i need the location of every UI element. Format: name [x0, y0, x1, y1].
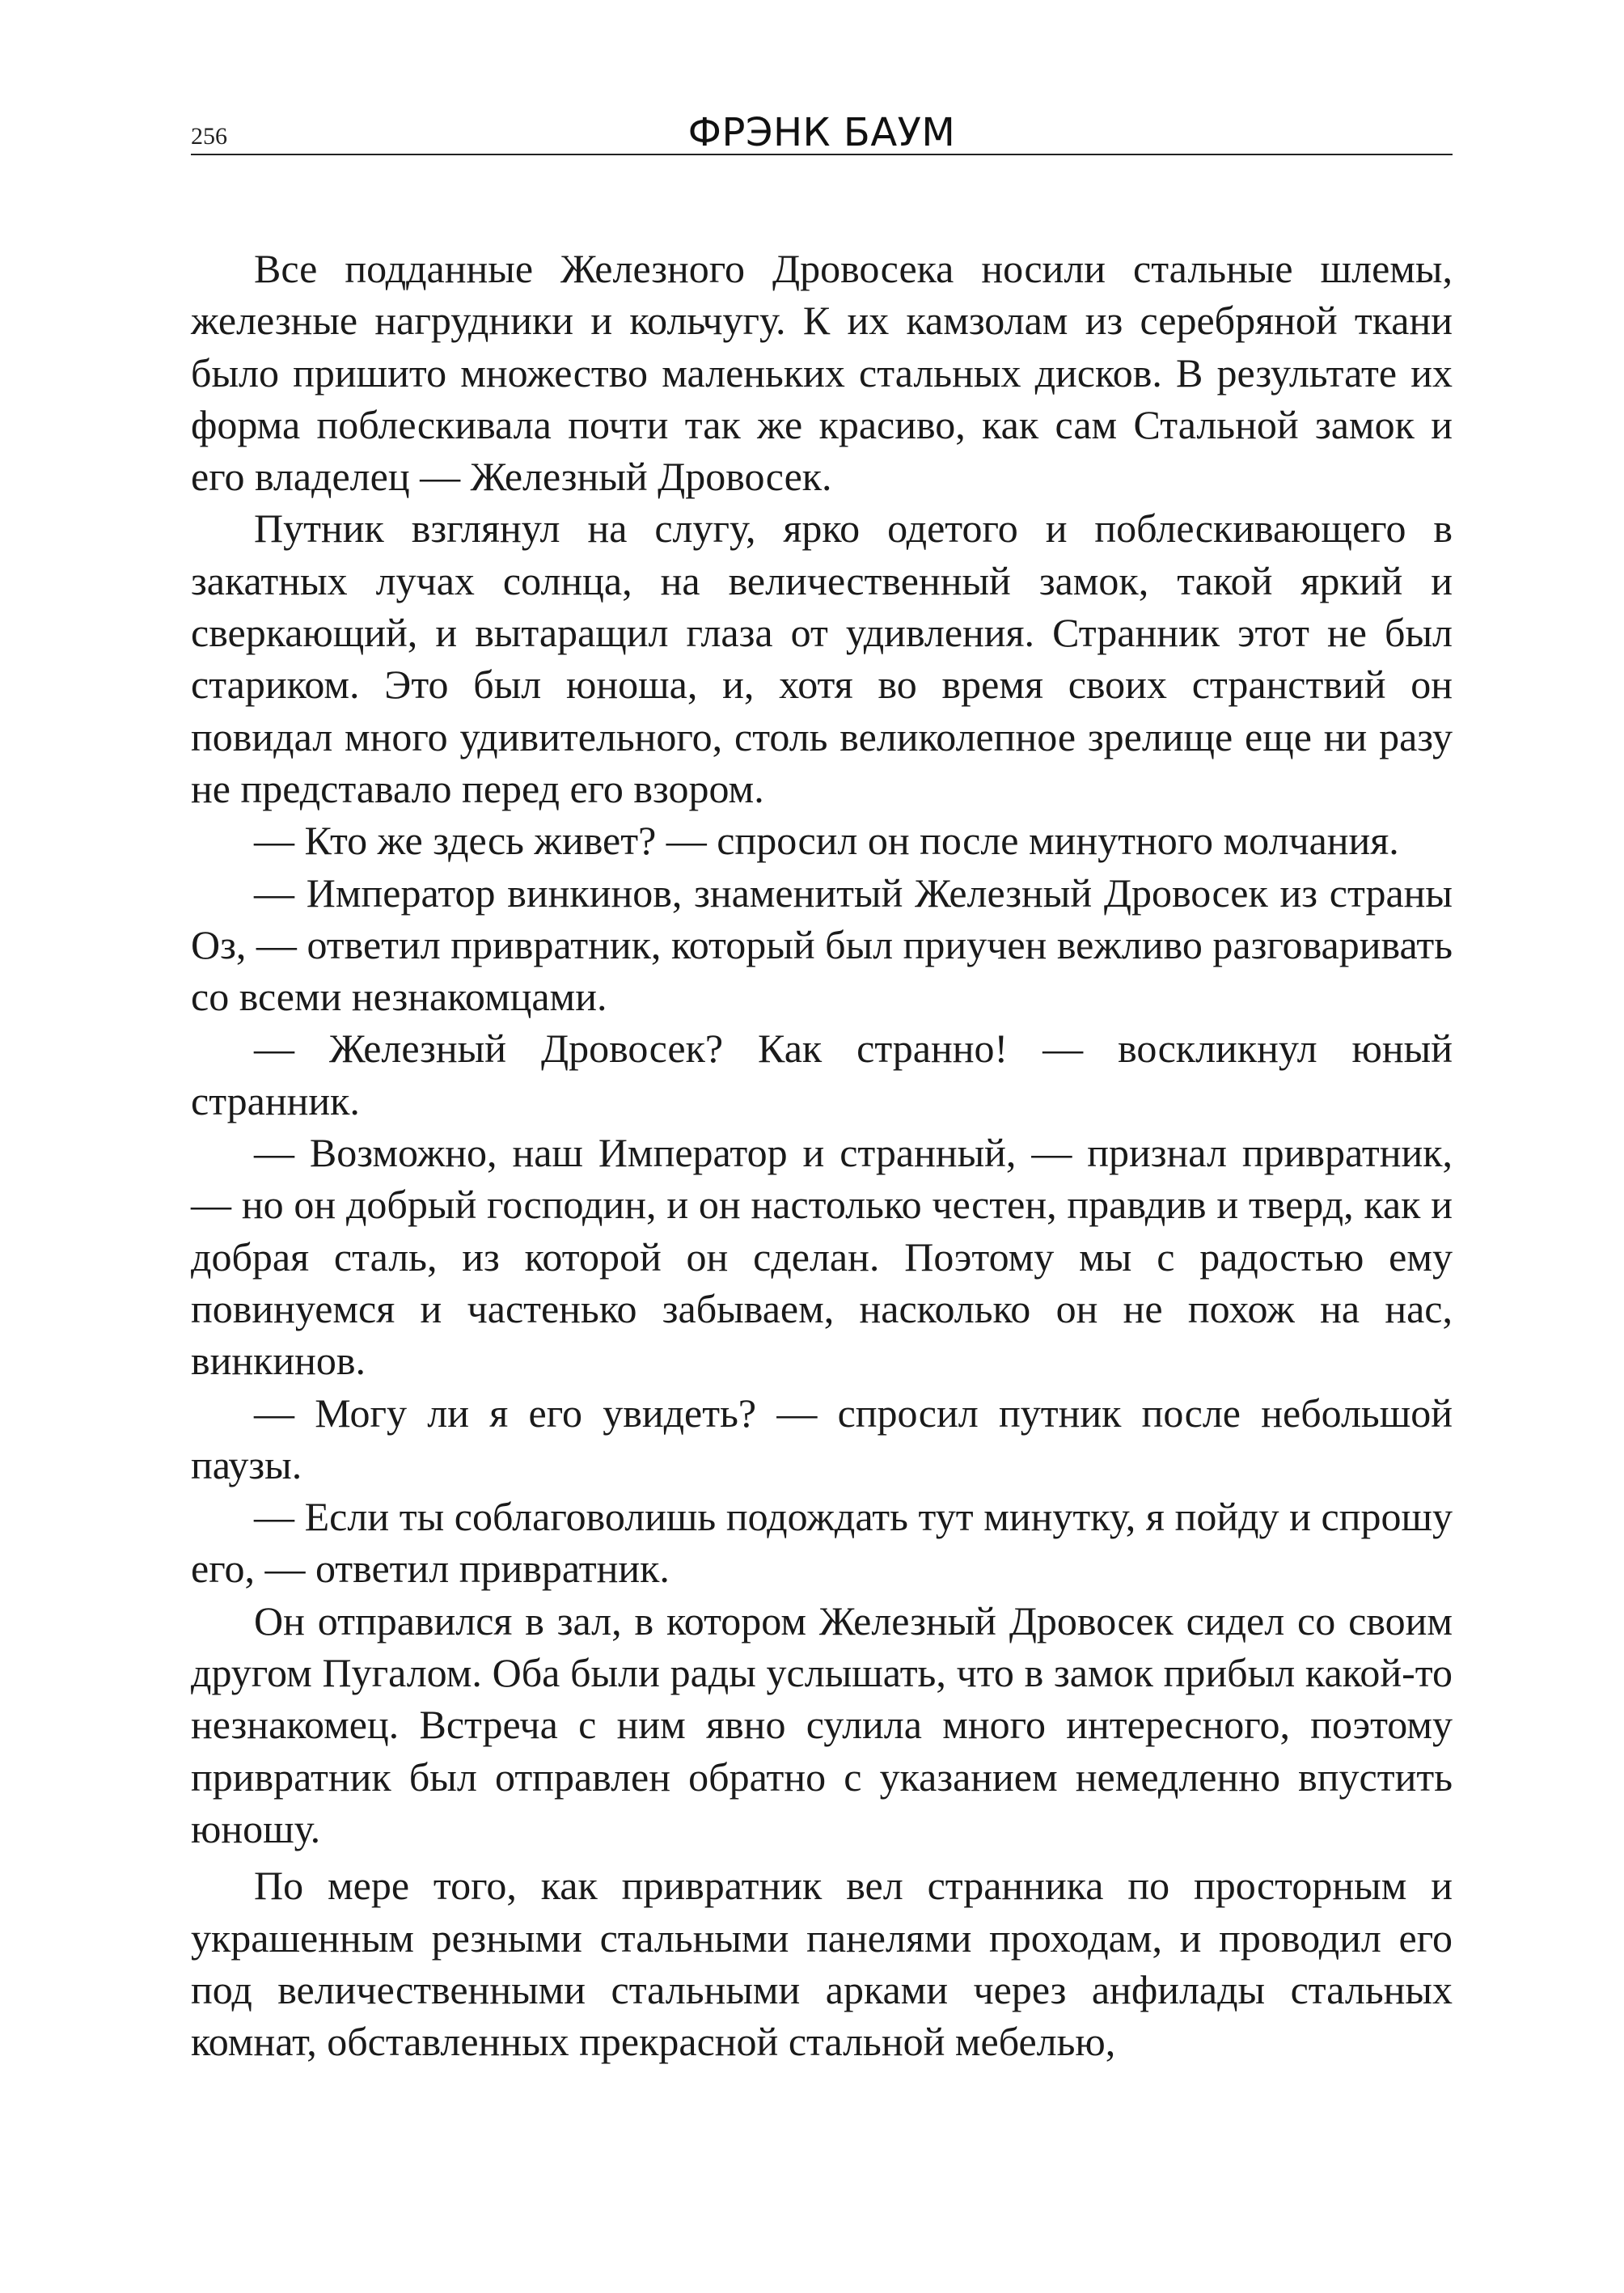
running-title: ФРЭНК БАУМ	[687, 110, 956, 155]
dialogue-paragraph: — Если ты соблаговолишь подождать тут минутку, я пойду и спрошу его, — ответил привратник.	[191, 1494, 1453, 1592]
dialogue-paragraph: — Железный Дровосек? Как странно! — воскликнул юный странник.	[191, 1026, 1453, 1123]
paragraph: Он отправился в зал, в котором Железный Дровосек сидел со своим другом Пугалом. Оба были рады услышать, что в замок прибыл какой-то незнакомец. Встреча с ним явно сулила много интересного, поэтому привратник был отправлен обратно с указанием немедленно впустить юношу.	[191, 1597, 1453, 1851]
book-page	[191, 0, 1453, 2293]
dialogue-paragraph: — Кто же здесь живет? — спросил он после минутного молчания.	[254, 818, 1399, 864]
dialogue-paragraph: — Император винкинов, знаменитый Железный Дровосек из страны Оз, — ответил привратник, который был приучен вежливо разговаривать со всеми незнакомцами.	[191, 869, 1453, 1020]
paragraph: Все подданные Железного Дровосека носили стальные шлемы, железные нагрудники и кольчугу. К их камзолам из серебряной ткани было пришито множество маленьких стальных дисков. В результате их форма поблескивала почти так же красиво, как сам Стальной замок и его владелец — Железный Дровосек.	[191, 246, 1453, 500]
paragraph: Путник взглянул на слугу, ярко одетого и поблескивающего в закатных лучах солнца, на величественный замок, такой яркий и сверкающий, и вытаращил глаза от удивления. Странник этот не был стариком. Это был юноша, и, хотя во время своих странствий он повидал много удивительного, столь великолепное зрелище еще ни разу не представало перед его взором.	[191, 506, 1453, 811]
dialogue-paragraph: — Возможно, наш Император и странный, — признал привратник, — но он добрый господин, и он настолько честен, правдив и тверд, как и добрая сталь, из которой он сделан. Поэтому мы с радостью ему повинуемся и частенько забываем, насколько он не похож на нас, винкинов.	[191, 1130, 1453, 1384]
body-text	[191, 243, 1453, 2067]
page-number: 256	[191, 123, 227, 150]
running-head	[191, 104, 1453, 155]
paragraph: По мере того, как привратник вел странника по просторным и украшенным резными стальными панелями проходам, и проводил его под величественными стальными арками через анфилады стальных комнат, обставленных прекрасной стальной мебелью,	[191, 1863, 1453, 2065]
dialogue-paragraph: — Могу ли я его увидеть? — спросил путник после небольшой паузы.	[191, 1390, 1453, 1487]
